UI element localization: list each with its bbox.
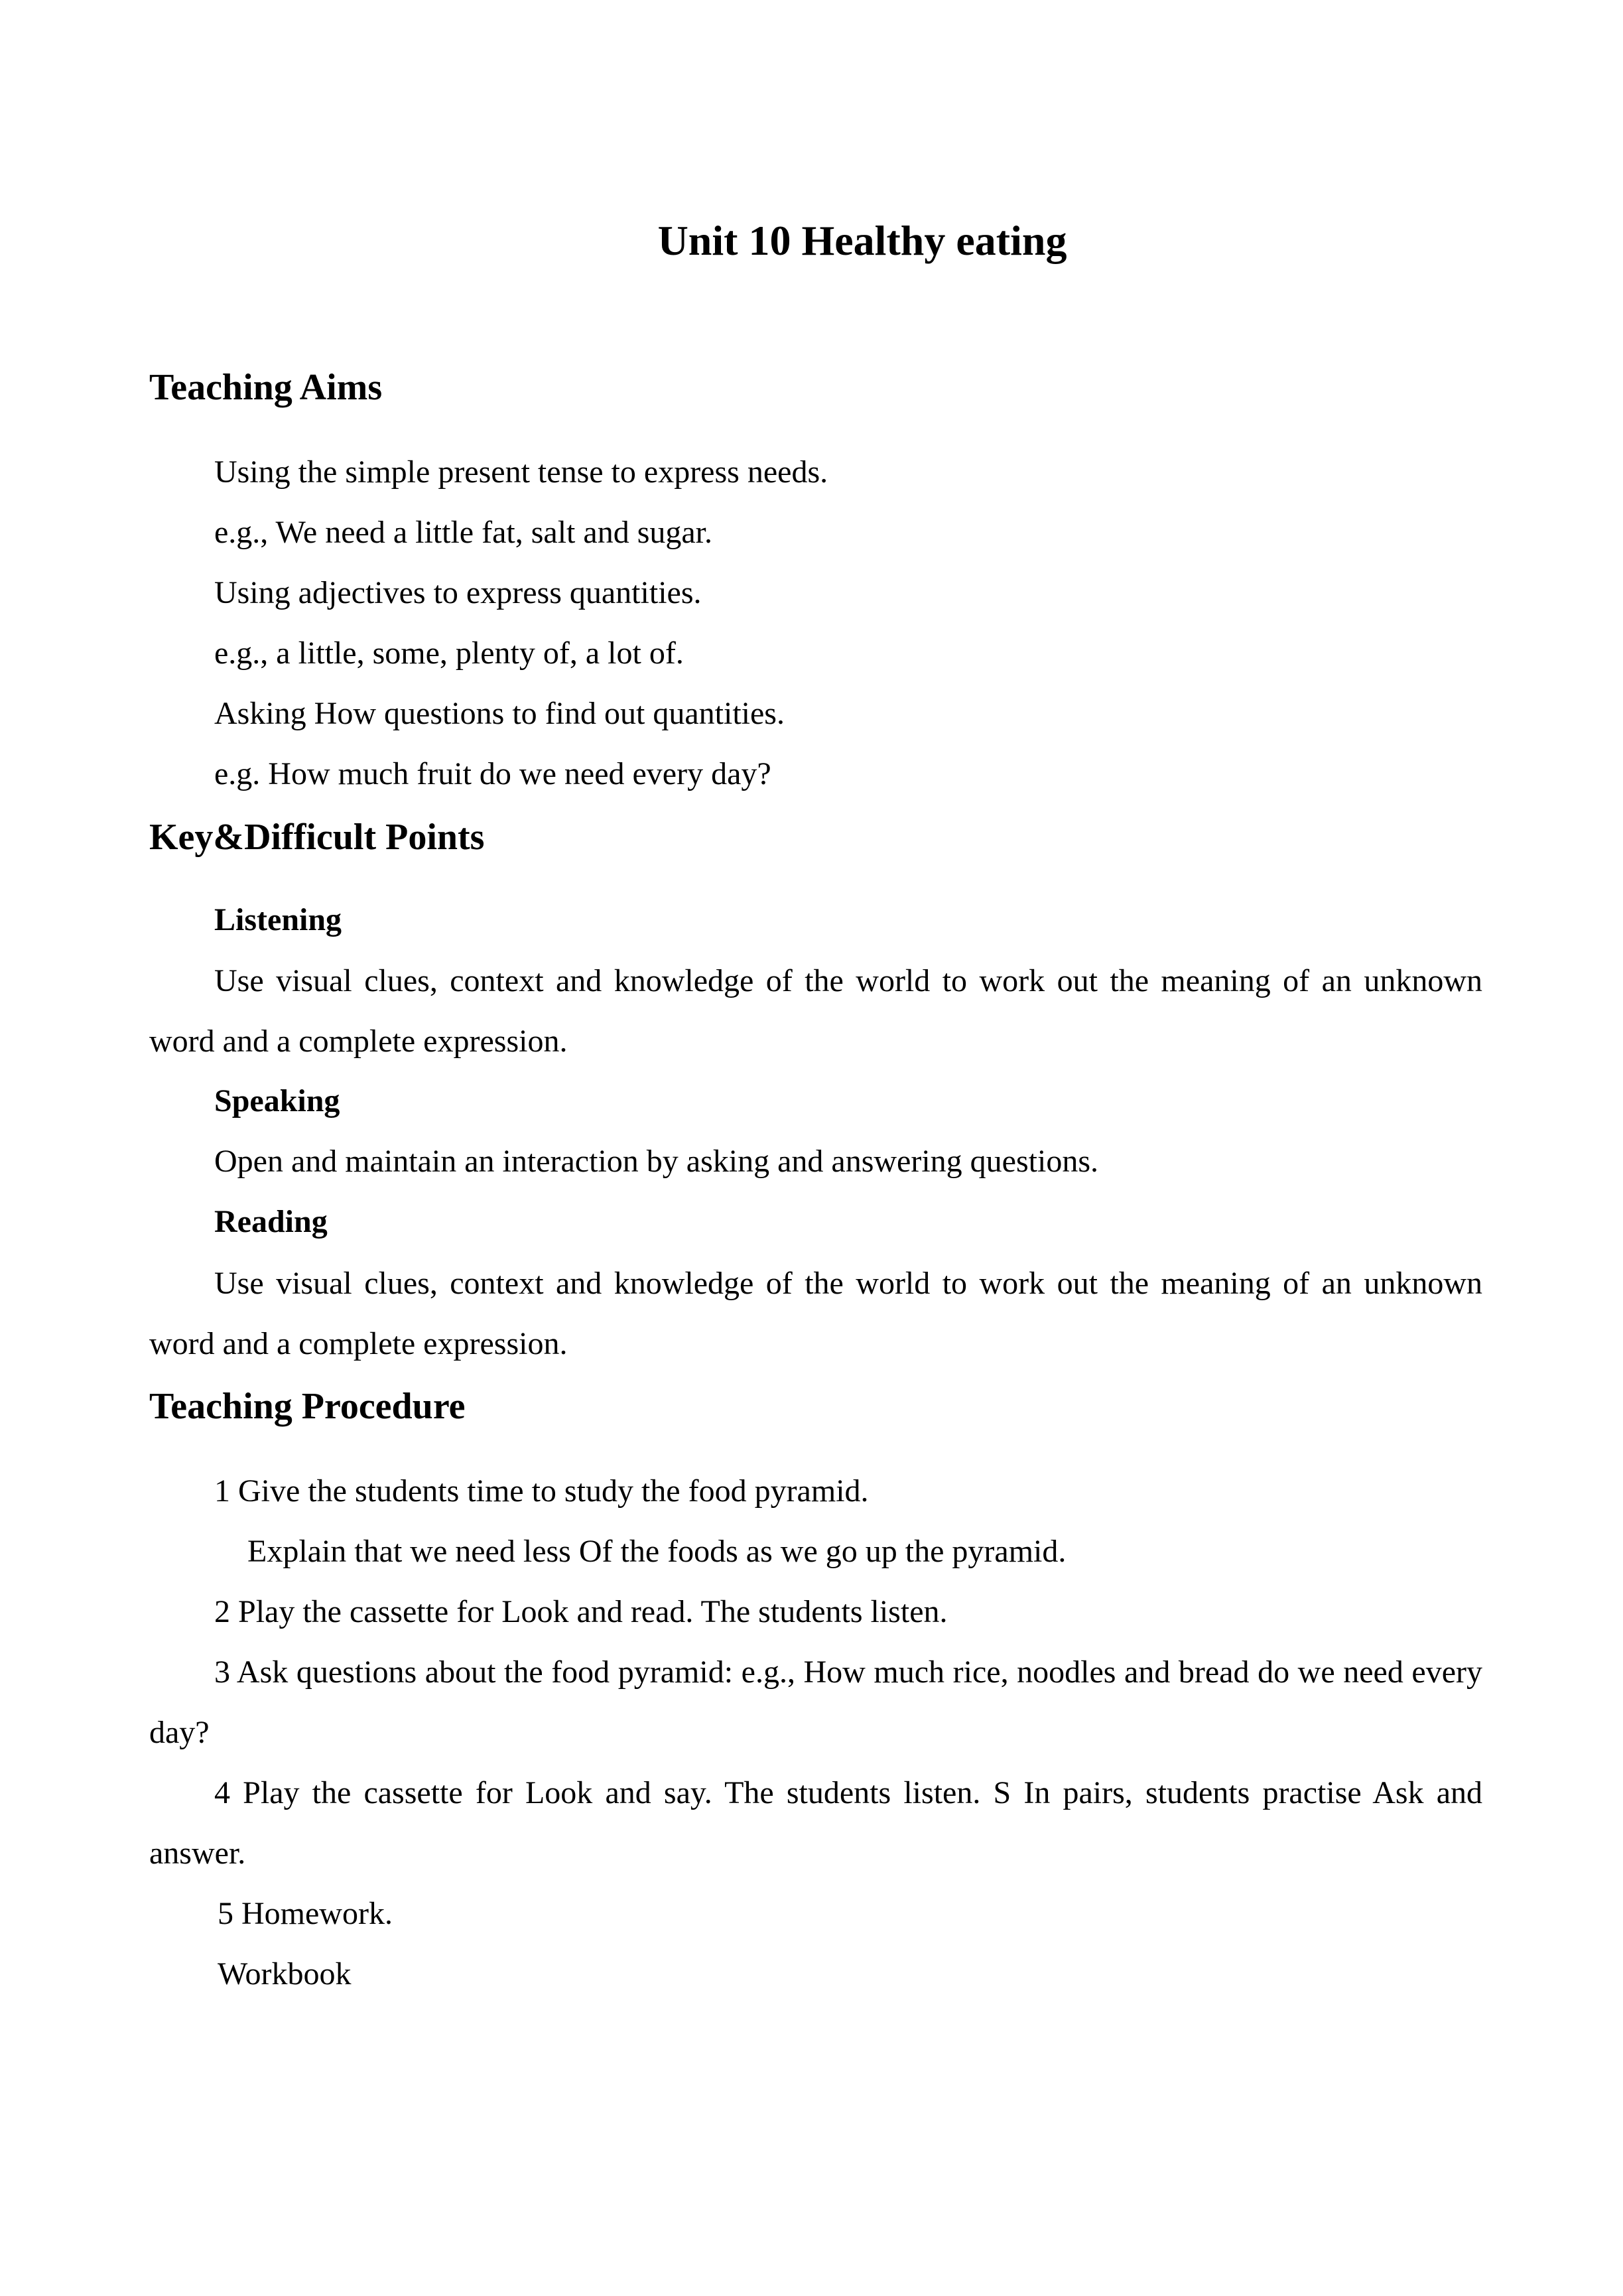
procedure-step: 4 Play the cassette for Look and say. The students listen. S In pairs, students practise Ask and answer. — [149, 1775, 1482, 1871]
section-heading-teaching-aims: Teaching Aims — [149, 367, 383, 408]
procedure-step: 1 Give the students time to study the food pyramid. — [214, 1473, 869, 1509]
reading-text: Use visual clues, context and knowledge of the world to work out the meaning of an unknown word and a complete expression. — [149, 1266, 1482, 1361]
aims-line: Using adjectives to express quantities. — [214, 575, 702, 610]
listening-text: Use visual clues, context and knowledge of the world to work out the meaning of an unknown word and a complete expression. — [149, 963, 1482, 1059]
procedure-step: Explain that we need less Of the foods as we go up the pyramid. — [247, 1534, 1067, 1569]
section-heading-teaching-procedure: Teaching Procedure — [149, 1386, 466, 1427]
aims-line: Asking How questions to find out quantities. — [214, 696, 785, 731]
section-heading-key-difficult-points: Key&Difficult Points — [149, 817, 485, 858]
aims-line: Using the simple present tense to express needs. — [214, 454, 828, 490]
aims-line: e.g., We need a little fat, salt and sugar. — [214, 515, 713, 550]
procedure-step: 5 Homework. — [218, 1896, 393, 1931]
procedure-step: Workbook — [218, 1956, 352, 1992]
subheading-reading: Reading — [214, 1204, 328, 1239]
procedure-step: 3 Ask questions about the food pyramid: e.g., How much rice, noodles and bread do we need every day? — [149, 1654, 1482, 1750]
aims-line: e.g. How much fruit do we need every day? — [214, 756, 771, 791]
subheading-listening: Listening — [214, 902, 342, 937]
speaking-text: Open and maintain an interaction by asking and answering questions. — [214, 1144, 1099, 1179]
procedure-step: 2 Play the cassette for Look and read. The students listen. — [214, 1594, 948, 1629]
document-title: Unit 10 Healthy eating — [657, 217, 1067, 264]
aims-line: e.g., a little, some, plenty of, a lot of. — [214, 636, 684, 671]
subheading-speaking: Speaking — [214, 1083, 340, 1118]
